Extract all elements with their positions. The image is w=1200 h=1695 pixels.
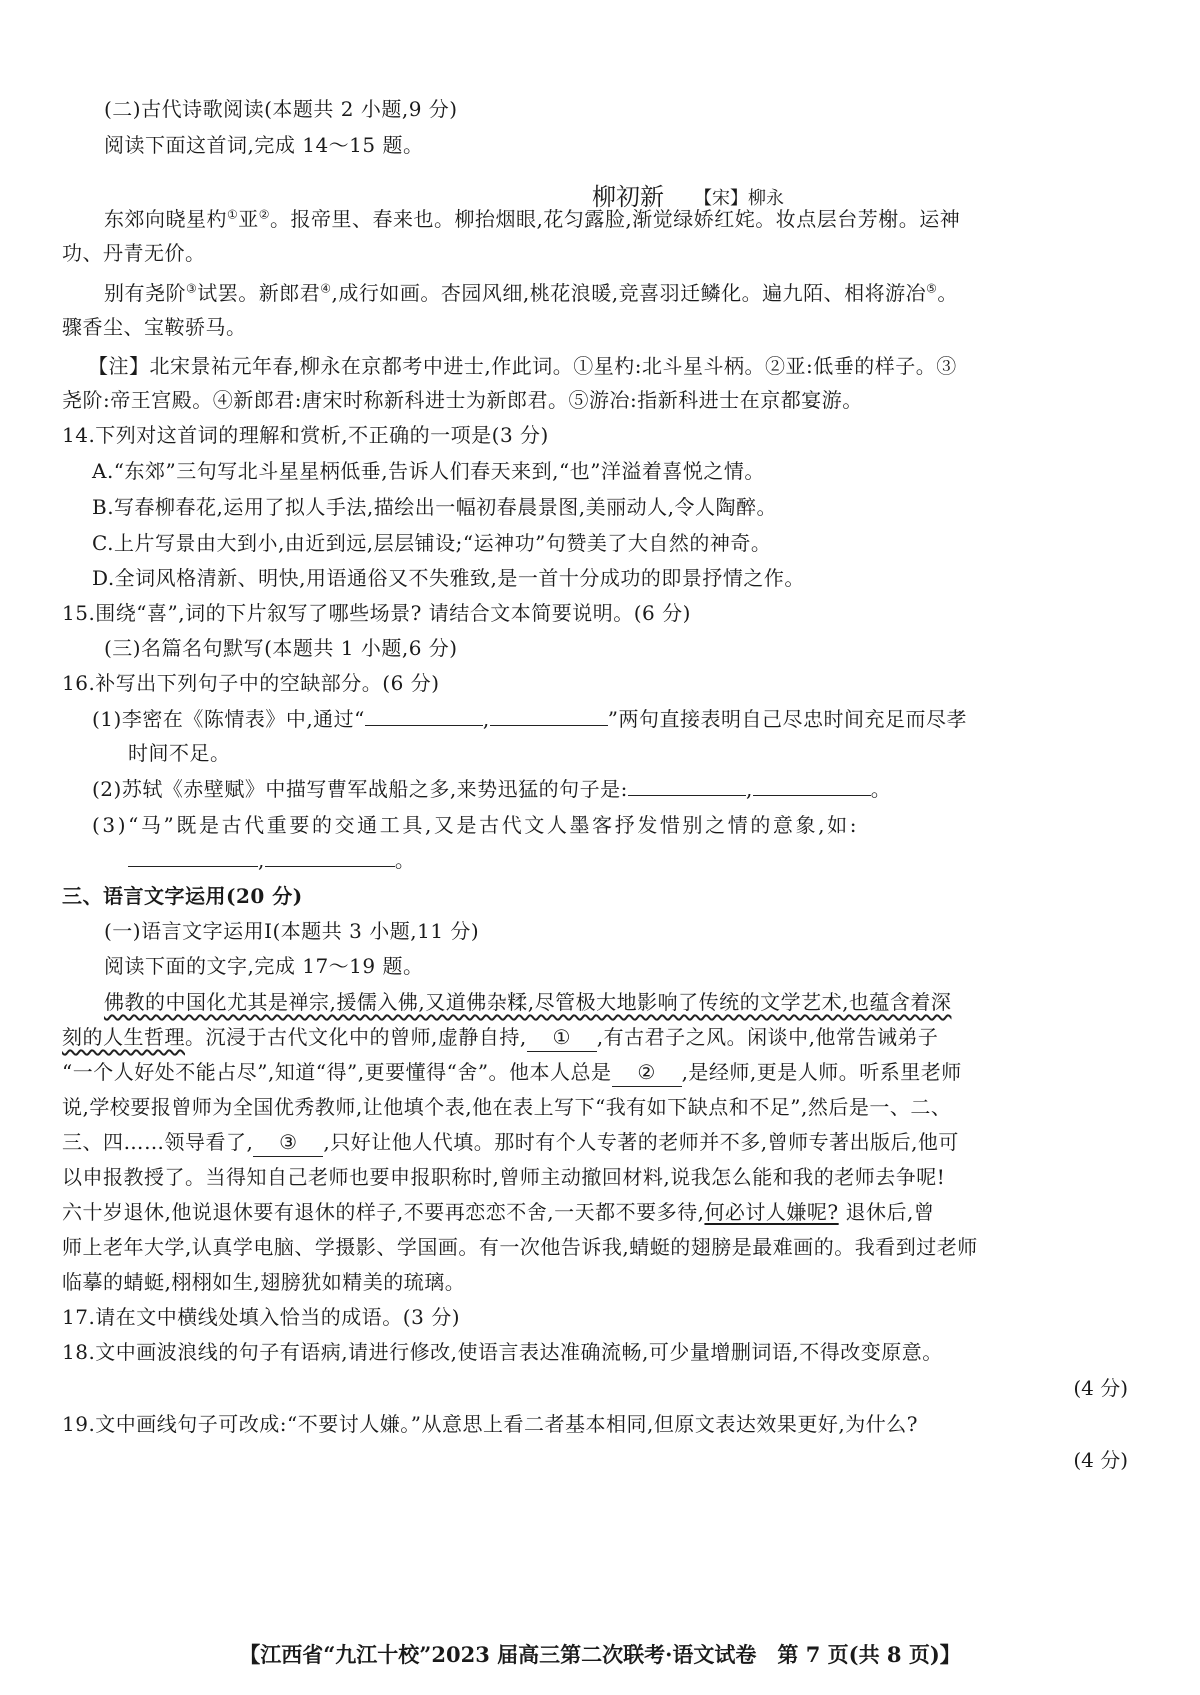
idiom-blank-2[interactable]: ② bbox=[612, 1058, 682, 1087]
passage-text: 三、四……领导看了, bbox=[62, 1130, 254, 1154]
passage-line-6: 以申报教授了。当得知自己老师也要申报职称时,曾师主动撤回材料,说我怎么能和我的老师去争呢! bbox=[62, 1165, 946, 1189]
question-16-part-1-cont: 时间不足。 bbox=[128, 741, 231, 765]
poem-text: 。 bbox=[937, 281, 958, 305]
question-14-option-b: B.写春柳春花,运用了拟人手法,描绘出一幅初春晨景图,美丽动人,令人陶醉。 bbox=[92, 495, 777, 519]
footnote-mark: ⑤ bbox=[926, 281, 938, 296]
page-footer: 【江西省“九江十校”2023 届高三第二次联考·语文试卷 第 7 页(共 8 页)】 bbox=[239, 1642, 961, 1667]
question-text: 。 bbox=[870, 777, 892, 801]
passage-text: “一个人好处不能占尽”,知道“得”,更要懂得“舍”。他本人总是 bbox=[62, 1060, 612, 1084]
question-text: , bbox=[482, 707, 490, 731]
section-3-heading: 三、语言文字运用(20 分) bbox=[62, 884, 303, 908]
answer-blank[interactable] bbox=[365, 705, 483, 726]
poem-text: ,成行如画。杏园风细,桃花浪暖,竞喜羽迁鳞化。遍九陌、相将游冶 bbox=[331, 281, 927, 305]
poem-author: 【宋】柳永 bbox=[694, 188, 784, 209]
poem-stanza-1-line-1 bbox=[104, 205, 960, 233]
poem-note-line-2: 尧阶:帝王宫殿。④新郎君:唐宋时称新科进士为新郎君。⑤游冶:指新科进士在京都宴游。 bbox=[62, 388, 863, 412]
question-14-option-c: C.上片写景由大到小,由近到远,层层铺设;“运神功”句赞美了大自然的神奇。 bbox=[92, 531, 772, 555]
passage-text: 。沉浸于古代文化中的曾师,虚静自持, bbox=[185, 1025, 527, 1049]
footnote-mark: ② bbox=[258, 207, 271, 222]
question-16-part-2 bbox=[92, 775, 891, 803]
question-16-part-3: (3)“马”既是古代重要的交通工具,又是古代文人墨客抒发惜别之情的意象,如: bbox=[92, 813, 860, 837]
question-16-stem: 16.补写出下列句子中的空缺部分。(6 分) bbox=[62, 671, 440, 695]
answer-blank[interactable] bbox=[628, 775, 746, 796]
footnote-mark: ③ bbox=[186, 281, 198, 296]
question-16-part-3-cont bbox=[128, 846, 415, 874]
passage-text: 退休后,曾 bbox=[838, 1200, 935, 1224]
answer-blank[interactable] bbox=[128, 846, 258, 867]
section-poetry-heading: (二)古代诗歌阅读(本题共 2 小题,9 分) bbox=[104, 97, 458, 121]
question-19-score: (4 分) bbox=[1073, 1448, 1128, 1472]
question-14-option-a: A.“东郊”三句写北斗星星柄低垂,告诉人们春天来到,“也”洋溢着喜悦之情。 bbox=[92, 459, 765, 483]
question-14-stem: 14.下列对这首词的理解和赏析,不正确的一项是(3 分) bbox=[62, 423, 549, 447]
section-poetry-instruction: 阅读下面这首词,完成 14～15 题。 bbox=[104, 133, 424, 157]
poem-stanza-1-line-2: 功、丹青无价。 bbox=[62, 241, 206, 265]
footnote-mark: ① bbox=[227, 207, 239, 222]
poem-text: 东郊向晓星杓 bbox=[104, 207, 227, 231]
passage-line-2 bbox=[62, 1023, 938, 1052]
poem-text: 别有尧阶 bbox=[104, 281, 186, 305]
question-16-part-1 bbox=[92, 705, 967, 733]
answer-blank[interactable] bbox=[753, 775, 871, 796]
question-text: (2)苏轼《赤壁赋》中描写曹军战船之多,来势迅猛的句子是: bbox=[92, 777, 628, 801]
passage-line-5 bbox=[62, 1128, 959, 1157]
passage-line-3 bbox=[62, 1058, 962, 1087]
passage-line-9: 临摹的蜻蜓,栩栩如生,翅膀犹如精美的琉璃。 bbox=[62, 1270, 466, 1294]
wavy-underlined-sentence: 刻的人生哲理 bbox=[62, 1025, 185, 1049]
passage-text: 六十岁退休,他说退休要有退休的样子,不要再恋恋不舍,一天都不要多待, bbox=[62, 1200, 705, 1224]
poem-text: 亚 bbox=[238, 207, 259, 231]
poem-stanza-2-line-2: 骤香尘、宝鞍骄马。 bbox=[62, 315, 247, 339]
section-3-sub-heading: (一)语言文字运用Ⅰ(本题共 3 小题,11 分) bbox=[104, 919, 480, 943]
idiom-blank-1[interactable]: ① bbox=[527, 1023, 597, 1052]
poem-note-line-1: 【注】北宋景祐元年春,柳永在京都考中进士,作此词。①星杓:北斗星斗柄。②亚:低垂的样子。③ bbox=[88, 354, 957, 378]
passage-line-4: 说,学校要报曾师为全国优秀教师,让他填个表,他在表上写下“我有如下缺点和不足”,然后是一、二、 bbox=[62, 1095, 952, 1119]
poem-title: 柳初新 bbox=[592, 183, 664, 211]
section-3-instruction: 阅读下面的文字,完成 17～19 题。 bbox=[104, 954, 424, 978]
question-18-score: (4 分) bbox=[1073, 1376, 1128, 1400]
wavy-underlined-sentence: 佛教的中国化尤其是禅宗,援儒入佛,又道佛杂糅,尽管极大地影响了传统的文学艺术,也蕴含着深 bbox=[104, 990, 952, 1014]
passage-line-8: 师上老年大学,认真学电脑、学摄影、学国画。有一次他告诉我,蜻蜓的翅膀是最难画的。我看到过老师 bbox=[62, 1235, 978, 1259]
question-text: 。 bbox=[394, 848, 416, 872]
passage-line-7 bbox=[62, 1198, 934, 1226]
question-text: , bbox=[258, 848, 265, 872]
passage-text: ,是经师,更是人师。听系里老师 bbox=[681, 1060, 962, 1084]
question-17-stem: 17.请在文中横线处填入恰当的成语。(3 分) bbox=[62, 1305, 460, 1329]
question-15-stem: 15.围绕“喜”,词的下片叙写了哪些场景? 请结合文本简要说明。(6 分) bbox=[62, 601, 691, 625]
passage-line-1 bbox=[104, 988, 951, 1016]
footnote-mark: ④ bbox=[320, 281, 332, 296]
question-text: , bbox=[745, 777, 753, 801]
question-text: (1)李密在《陈情表》中,通过“ bbox=[92, 707, 365, 731]
question-14-option-d: D.全词风格清新、明快,用语通俗又不失雅致,是一首十分成功的即景抒情之作。 bbox=[92, 566, 805, 590]
question-text: ”两句直接表明自己尽忠时间充足而尽孝 bbox=[607, 707, 968, 731]
poem-text: 。报帝里、春来也。柳抬烟眼,花匀露脸,渐觉绿娇红姹。妆点层台芳榭。运神 bbox=[270, 207, 961, 231]
question-18-stem: 18.文中画波浪线的句子有语病,请进行修改,使语言表达准确流畅,可少量增删词语,不得改变原意。 bbox=[62, 1340, 943, 1364]
passage-text: ,有古君子之风。闲谈中,他常告诫弟子 bbox=[596, 1025, 939, 1049]
underlined-sentence: 何必讨人嫌呢? bbox=[704, 1200, 839, 1224]
poem-text: 试罢。新郎君 bbox=[197, 281, 321, 305]
poem-stanza-2-line-1 bbox=[104, 279, 958, 307]
passage-text: ,只好让他人代填。那时有个人专著的老师并不多,曾师专著出版后,他可 bbox=[323, 1130, 959, 1154]
question-19-stem: 19.文中画线句子可改成:“不要讨人嫌。”从意思上看二者基本相同,但原文表达效果更好,为什么? bbox=[62, 1412, 918, 1436]
answer-blank[interactable] bbox=[265, 846, 395, 867]
idiom-blank-3[interactable]: ③ bbox=[253, 1128, 323, 1157]
section-famous-heading: (三)名篇名句默写(本题共 1 小题,6 分) bbox=[104, 636, 458, 660]
answer-blank[interactable] bbox=[490, 705, 608, 726]
